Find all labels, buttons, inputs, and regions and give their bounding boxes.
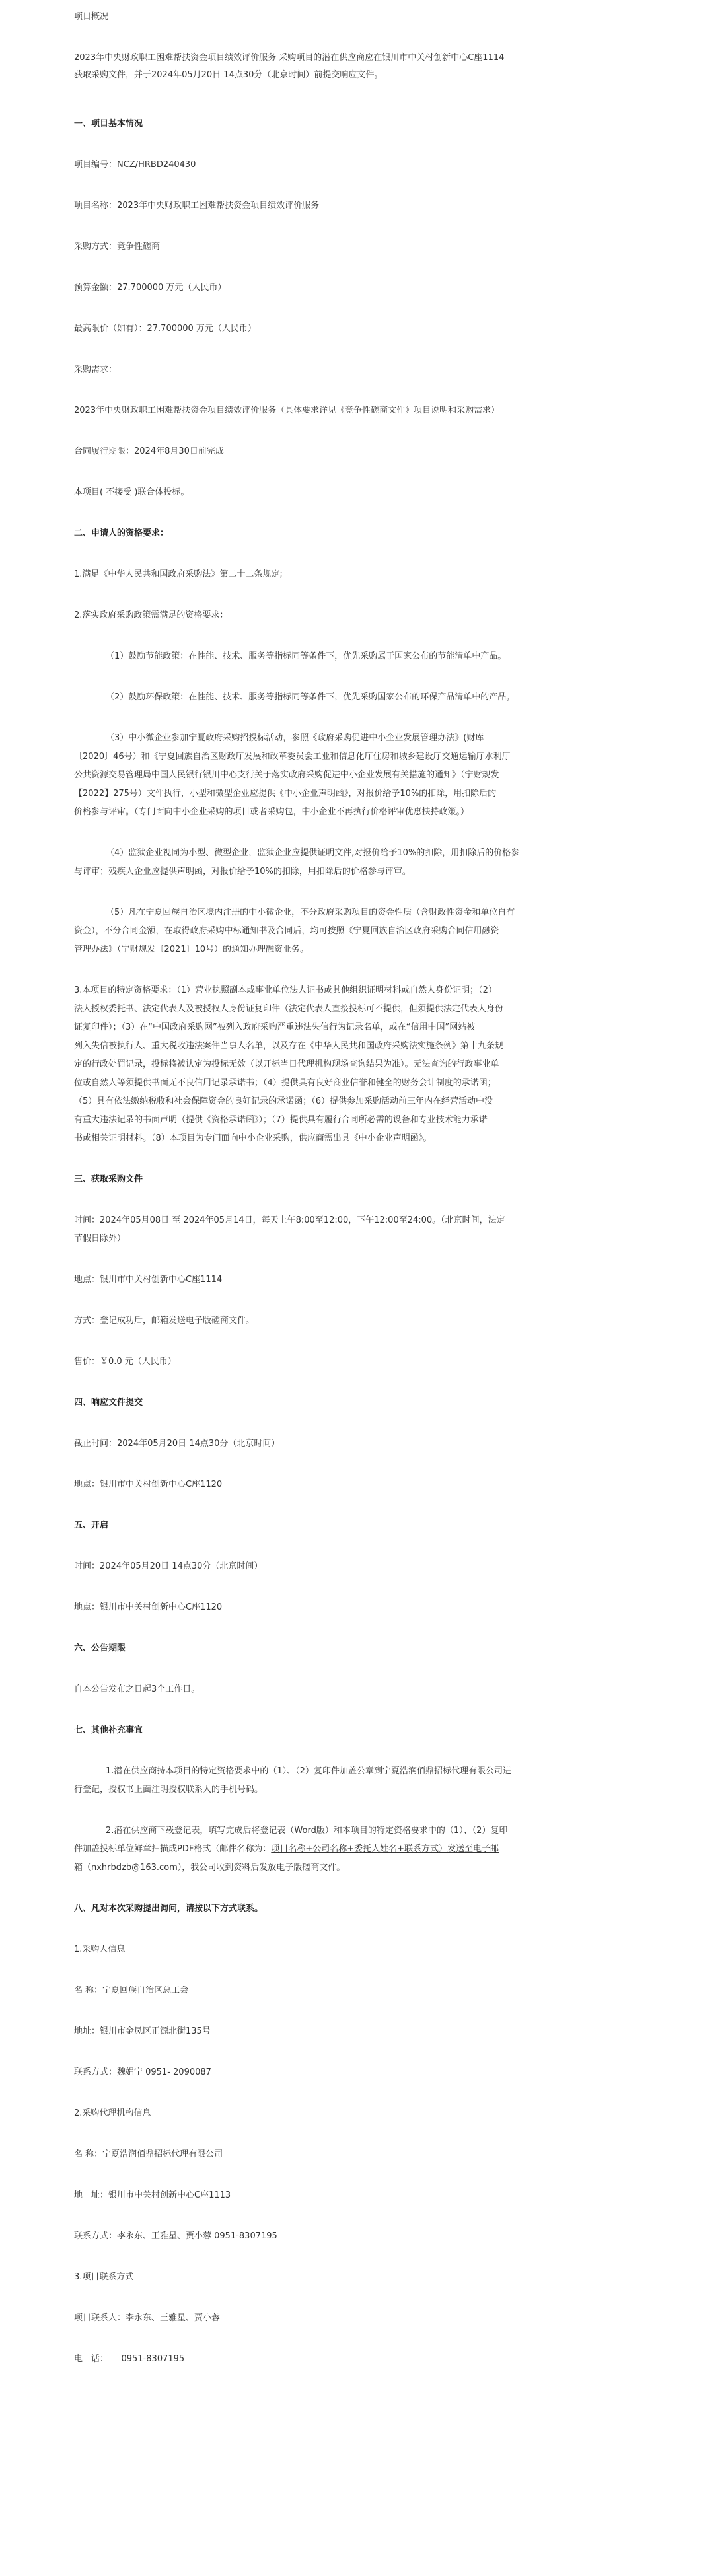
section-heading-obtain-docs: 三、获取采购文件 — [74, 1174, 143, 1184]
overview-title: 项目概况 — [74, 12, 109, 22]
other-matter-line: 1.潜在供应商持本项目的特定资格要求中的（1）、（2）复印件加盖公章到宁夏浩润佰鼎招标代理有限公司进 — [106, 1766, 511, 1776]
specific-requirement-line: 书或相关证明材料。（8）本项目为专门面向中小企业采购，供应商需出具《中小企业声明函》。 — [74, 1133, 432, 1143]
opening-place: 地点：银川市中关村创新中心C座1120 — [74, 1602, 223, 1612]
other-matter-prefix: 件加盖投标单位鲜章扫描成PDF格式（邮件名称为： — [74, 1844, 272, 1854]
agency-address: 地 址：银川市中关村创新中心C座1113 — [74, 2190, 231, 2200]
other-matter-line: 行登记，授权书上面注明授权联系人的手机号码。 — [74, 1785, 264, 1795]
obtain-place: 地点：银川市中关村创新中心C座1114 — [74, 1275, 223, 1285]
specific-requirement-line: 3.本项目的特定资格要求：（1）营业执照副本或事业单位法人证书或其他组织证明材料或自然人身份证明；（2） — [74, 985, 497, 995]
buyer-name: 名 称：宁夏回族自治区总工会 — [74, 1986, 189, 1995]
notice-period-text: 自本公告发布之日起3个工作日。 — [74, 1684, 200, 1694]
opening-time: 时间：2024年05月20日 14点30分（北京时间） — [74, 1561, 263, 1571]
section-heading-contacts: 八、凡对本次采购提出询问，请按以下方式联系。 — [74, 1904, 264, 1914]
project-contact-title: 3.项目联系方式 — [74, 2272, 134, 2282]
project-contact-phone: 电 话： 0951-8307195 — [74, 2354, 185, 2364]
specific-requirement-line: 法人授权委托书、法定代表人及被授权人身份证复印件（法定代表人直接投标可不提供，但须提供法定代表人身份 — [74, 1004, 504, 1014]
submission-deadline: 截止时间：2024年05月20日 14点30分（北京时间） — [74, 1439, 280, 1449]
policy-finance-line: 管理办法》（宁财规发〔2021〕10号）的通知办理融资业务。 — [74, 945, 309, 954]
buyer-info-title: 1.采购人信息 — [74, 1945, 126, 1954]
demand-label: 采购需求： — [74, 365, 118, 375]
policy-sme-line: 公共资源交易管理局中国人民银行银川中心支行关于落实政府采购促进中小企业发展有关措施的通知》（宁财规发 — [74, 770, 499, 780]
specific-requirement-line: 证复印件）；（3）在“中国政府采购网”被列入政府采购严重违法失信行为记录名单，或在“信用中国”网站被 — [74, 1022, 476, 1032]
section-heading-submission: 四、响应文件提交 — [74, 1398, 143, 1408]
policy-prison-line: （4）监狱企业视同为小型、微型企业，监狱企业应提供证明文件,对报价给予10%的扣除，用扣除后的价格参 — [106, 848, 520, 858]
policy-prison-line: 与评审；残疾人企业应提供声明函，对报价给予10%的扣除，用扣除后的价格参与评审。 — [74, 867, 411, 877]
section-heading-other-matters: 七、其他补充事宜 — [74, 1725, 143, 1735]
specific-requirement-line: 定的行政处罚记录，投标将被认定为投标无效（以开标当日代理机构现场查询结果为准）。无法查询的行政事业单 — [74, 1059, 499, 1069]
policy-sme-line: （3）中小微企业参加宁夏政府采购招投标活动，参照《政府采购促进中小企业发展管理办法》(财库 — [106, 733, 484, 743]
max-price: 最高限价（如有）：27.700000 万元（人民币） — [74, 324, 256, 334]
consortium-policy: 本项目( 不接受 )联合体投标。 — [74, 487, 190, 497]
policy-environmental: （2）鼓励环保政策：在性能、技术、服务等指标同等条件下，优先采购国家公布的环保产品清单中的产品。 — [106, 692, 515, 702]
section-heading-basic-info: 一、项目基本情况 — [74, 119, 143, 129]
overview-line: 获取采购文件，并于2024年05月20日 14点30分（北京时间）前提交响应文件。 — [74, 70, 383, 80]
qualification-item: 1.满足《中华人民共和国政府采购法》第二十二条规定; — [74, 569, 283, 579]
policy-finance-line: （5）凡在宁夏回族自治区境内注册的中小微企业，不分政府采购项目的资金性质（含财政性资金和单位自有 — [106, 908, 515, 917]
project-contact-people: 项目联系人：李永东、王雅星、贾小蓉 — [74, 2313, 221, 2323]
contract-period: 合同履行期限：2024年8月30日前完成 — [74, 447, 224, 456]
buyer-address: 地址：银川市金凤区正源北街135号 — [74, 2026, 211, 2036]
section-heading-qualifications: 二、申请人的资格要求： — [74, 528, 169, 538]
email-naming-rule: 项目名称+公司名称+委托人姓名+联系方式）发送至电子邮 — [271, 1844, 499, 1854]
obtain-time-line: 时间：2024年05月08日 至 2024年05月14日，每天上午8:00至12:00，下午12:00至24:00。（北京时间，法定 — [74, 1215, 505, 1225]
document-price: 售价：￥0.0 元（人民币） — [74, 1357, 176, 1367]
section-heading-opening: 五、开启 — [74, 1521, 109, 1530]
buyer-contact: 联系方式：魏娟宁 0951- 2090087 — [74, 2067, 211, 2077]
submission-place: 地点：银川市中关村创新中心C座1120 — [74, 1480, 223, 1489]
policy-sme-line: 〔2020〕46号）和《宁夏回族自治区财政厅发展和改革委员会工业和信息化厅住房和城乡建设厅交通运输厅水利厅 — [74, 752, 511, 762]
obtain-method: 方式：登记成功后，邮箱发送电子版磋商文件。 — [74, 1316, 255, 1326]
specific-requirement-line: 有重大违法记录的书面声明（提供《资格承诺函》）；（7）提供具有履行合同所必需的设备和专业技术能力承诺 — [74, 1115, 488, 1125]
procurement-method: 采购方式：竞争性磋商 — [74, 242, 161, 252]
project-name: 项目名称：2023年中央财政职工困难帮扶资金项目绩效评价服务 — [74, 201, 320, 211]
specific-requirement-line: （5）具有依法缴纳税收和社会保障资金的良好记录的承诺函；（6）提供参加采购活动前三年内在经营活动中没 — [74, 1096, 493, 1106]
policy-sme-line: 【2022】275号）文件执行，小型和微型企业应提供《中小企业声明函》，对报价给予10%的扣除，用扣除后的 — [74, 789, 497, 799]
policy-finance-line: 资金），不分合同金额，在取得政府采购中标通知书及合同后，均可按照《宁夏回族自治区政府采购合同信用融资 — [74, 926, 499, 936]
obtain-time-line: 节假日除外） — [74, 1234, 126, 1244]
budget-amount: 预算金额：27.700000 万元（人民币） — [74, 283, 227, 293]
agency-info-title: 2.采购代理机构信息 — [74, 2108, 151, 2118]
section-heading-notice-period: 六、公告期限 — [74, 1643, 126, 1653]
agency-name: 名 称：宁夏浩润佰鼎招标代理有限公司 — [74, 2149, 223, 2159]
other-matter-line: 2.潜在供应商下载登记表，填写完成后将登记表（Word版）和本项目的特定资格要求中的（1）、（2）复印 — [106, 1826, 508, 1836]
demand-text: 2023年中央财政职工困难帮扶资金项目绩效评价服务（具体要求详见《竞争性磋商文件》项目说明和采购需求） — [74, 406, 500, 415]
email-address-link[interactable]: 箱（nxhrbdzb@163.com），我公司收到资料后发放电子版磋商文件。 — [74, 1863, 345, 1873]
project-number: 项目编号：NCZ/HRBD240430 — [74, 160, 196, 170]
specific-requirement-line: 列入失信被执行人、重大税收违法案件当事人名单，以及存在《中华人民共和国政府采购法实施条例》第十九条规 — [74, 1041, 504, 1051]
policy-sme-line: 价格参与评审。（专门面向中小企业采购的项目或者采购包，中小企业不再执行价格评审优惠扶持政策。） — [74, 807, 470, 817]
agency-contact: 联系方式：李永东、王雅星、贾小蓉 0951-8307195 — [74, 2231, 277, 2241]
other-matter-line — [74, 1843, 649, 1856]
qualification-item: 2.落实政府采购政策需满足的资格要求： — [74, 610, 229, 620]
policy-energy-saving: （1）鼓励节能政策：在性能、技术、服务等指标同等条件下，优先采购属于国家公布的节能清单中产品。 — [106, 651, 507, 661]
specific-requirement-line: 位或自然人等须提供书面无不良信用记录承诺书；（4）提供具有良好商业信誉和健全的财务会计制度的承诺函； — [74, 1078, 496, 1088]
overview-line: 2023年中央财政职工困难帮扶资金项目绩效评价服务 采购项目的潜在供应商应在银川市中关村创新中心C座1114 — [74, 53, 505, 63]
